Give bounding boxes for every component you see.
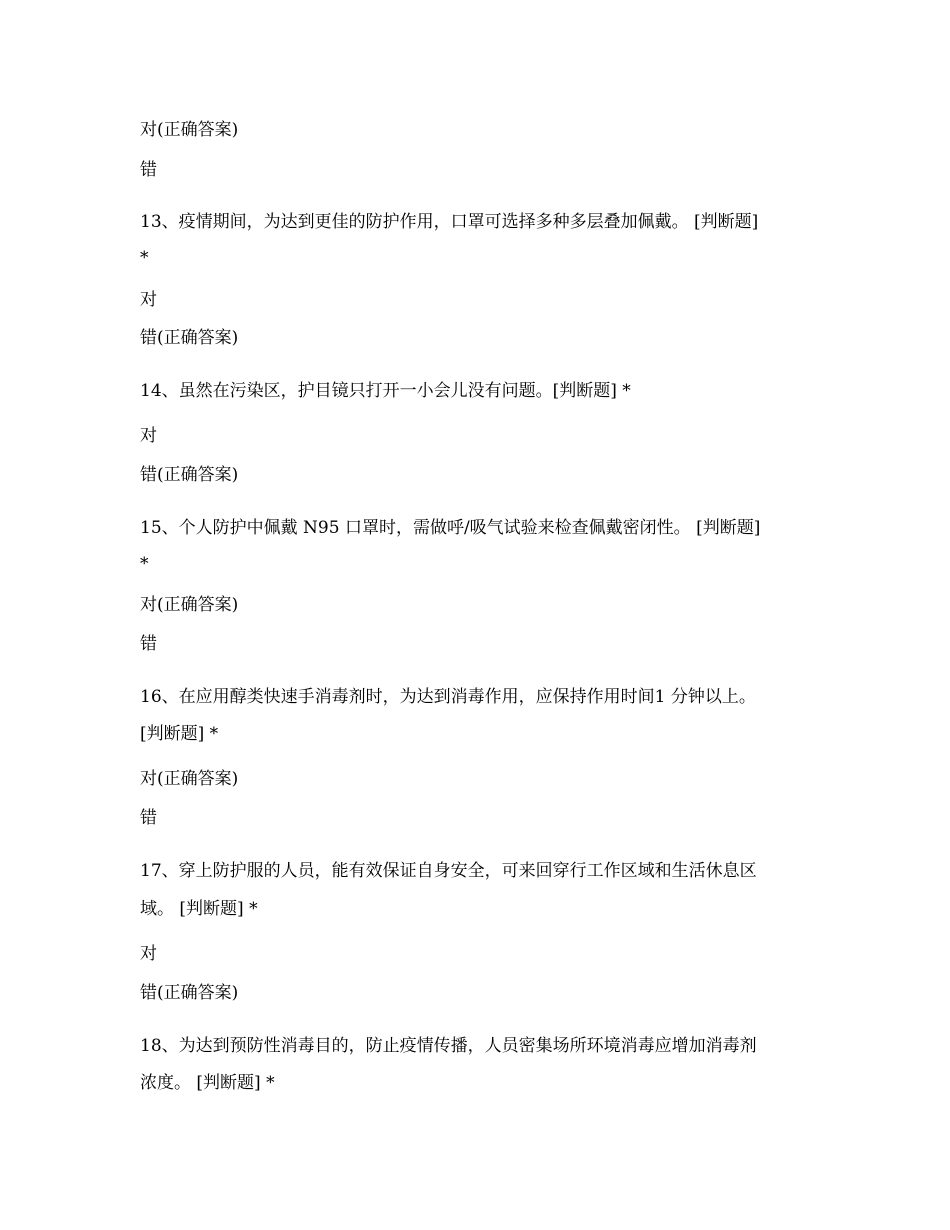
question-16-text-cont: [判断题] * [140, 724, 219, 744]
question-14-text: 14、虽然在污染区，护目镜只打开一小会儿没有问题。[判断题] * [140, 381, 631, 401]
option: 对 [140, 426, 157, 446]
option-correct: 对(正确答案) [140, 769, 239, 789]
option: 对 [140, 944, 157, 964]
option: 错 [140, 634, 157, 654]
option: 对 [140, 290, 157, 310]
question-16-text: 16、在应用醇类快速手消毒剂时，为达到消毒作用，应保持作用时间1 分钟以上。 [140, 687, 756, 707]
option-correct: 错(正确答案) [140, 328, 239, 348]
required-marker: * [140, 248, 149, 268]
option: 错 [140, 808, 157, 828]
question-17-text-cont: 域。 [判断题] * [140, 899, 258, 919]
question-18-text: 18、为达到预防性消毒目的，防止疫情传播，人员密集场所环境消毒应增加消毒剂 [140, 1036, 757, 1056]
option-correct: 错(正确答案) [140, 465, 239, 485]
question-13-text: 13、疫情期间，为达到更佳的防护作用，口罩可选择多种多层叠加佩戴。 [判断题] [140, 212, 759, 232]
required-marker: * [140, 554, 149, 574]
option-correct: 错(正确答案) [140, 983, 239, 1003]
question-18-text-cont: 浓度。 [判断题] * [140, 1073, 275, 1093]
question-15-text: 15、个人防护中佩戴 N95 口罩时，需做呼/吸气试验来检查佩戴密闭性。 [判断题] [140, 518, 761, 538]
option-correct: 对(正确答案) [140, 595, 239, 615]
option-correct: 对(正确答案) [140, 120, 239, 140]
option: 错 [140, 160, 157, 180]
question-17-text: 17、穿上防护服的人员，能有效保证自身安全，可来回穿行工作区域和生活休息区 [140, 861, 757, 881]
